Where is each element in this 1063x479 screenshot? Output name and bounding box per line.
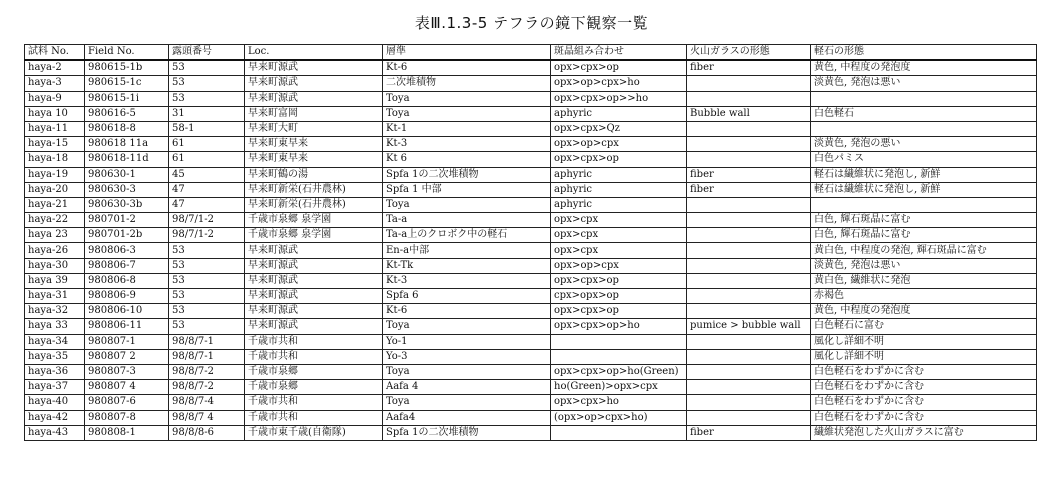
table-row <box>25 364 1037 379</box>
table-row <box>25 91 1037 106</box>
cell-pumice-form <box>811 197 1037 212</box>
cell-field-no: 980807-3 <box>85 364 169 379</box>
table-row <box>25 228 1037 243</box>
table-row <box>25 304 1037 319</box>
cell-sample-no: haya-30 <box>25 258 85 273</box>
cell-glass-form: pumice > bubble wall <box>687 319 811 334</box>
cell-outcrop-no: 45 <box>169 167 245 182</box>
cell-location: 千歳市泉郷 <box>245 380 383 395</box>
header-row <box>25 45 1037 61</box>
cell-pumice-form: 白色軽石 <box>811 106 1037 121</box>
cell-phenocryst: opx>cpx <box>551 228 687 243</box>
cell-location: 早来町源武 <box>245 304 383 319</box>
cell-location: 早来町富岡 <box>245 106 383 121</box>
cell-field-no: 980806-11 <box>85 319 169 334</box>
cell-glass-form <box>687 349 811 364</box>
cell-sample-no: haya-22 <box>25 213 85 228</box>
cell-location: 早来町源武 <box>245 76 383 91</box>
header-phenocryst: 斑晶組み合わせ <box>551 45 687 61</box>
cell-field-no: 980630-3 <box>85 182 169 197</box>
table-row <box>25 121 1037 136</box>
cell-location: 千歳市共和 <box>245 334 383 349</box>
header-sample-no: 試料 No. <box>25 45 85 61</box>
cell-outcrop-no: 98/8/7-2 <box>169 364 245 379</box>
cell-location: 早来町東早来 <box>245 137 383 152</box>
table-row <box>25 213 1037 228</box>
header-location: Loc. <box>245 45 383 61</box>
cell-horizon: Kt-6 <box>383 304 551 319</box>
table-row <box>25 258 1037 273</box>
cell-sample-no: haya-3 <box>25 76 85 91</box>
cell-glass-form <box>687 121 811 136</box>
cell-sample-no: haya-11 <box>25 121 85 136</box>
cell-horizon: Toya <box>383 319 551 334</box>
cell-sample-no: haya-19 <box>25 167 85 182</box>
cell-sample-no: haya-15 <box>25 137 85 152</box>
cell-outcrop-no: 61 <box>169 137 245 152</box>
cell-field-no: 980615-1c <box>85 76 169 91</box>
cell-field-no: 980807 2 <box>85 349 169 364</box>
cell-horizon: Toya <box>383 197 551 212</box>
cell-location: 早来町源武 <box>245 91 383 106</box>
table-row <box>25 380 1037 395</box>
table-row <box>25 410 1037 425</box>
cell-horizon: Spfa 1の二次堆積物 <box>383 167 551 182</box>
cell-horizon: Yo-1 <box>383 334 551 349</box>
cell-horizon: Kt-1 <box>383 121 551 136</box>
cell-sample-no: haya 33 <box>25 319 85 334</box>
cell-horizon: Spfa 1の二次堆積物 <box>383 425 551 440</box>
table-row <box>25 395 1037 410</box>
cell-glass-form: fiber <box>687 167 811 182</box>
cell-phenocryst: opx>cpx>op <box>551 304 687 319</box>
cell-horizon: 二次堆積物 <box>383 76 551 91</box>
cell-glass-form: fiber <box>687 425 811 440</box>
cell-phenocryst: opx>cpx>op <box>551 273 687 288</box>
cell-glass-form <box>687 380 811 395</box>
cell-location: 早来町源武 <box>245 319 383 334</box>
cell-horizon: Kt 6 <box>383 152 551 167</box>
cell-phenocryst: opx>op>cpx <box>551 137 687 152</box>
cell-glass-form <box>687 91 811 106</box>
cell-pumice-form <box>811 121 1037 136</box>
cell-sample-no: haya-26 <box>25 243 85 258</box>
table-row <box>25 60 1037 76</box>
cell-pumice-form <box>811 91 1037 106</box>
cell-field-no: 980630-3b <box>85 197 169 212</box>
cell-outcrop-no: 31 <box>169 106 245 121</box>
table-row <box>25 137 1037 152</box>
cell-outcrop-no: 53 <box>169 76 245 91</box>
cell-phenocryst: opx>cpx>op>ho(Green) <box>551 364 687 379</box>
cell-field-no: 980807-6 <box>85 395 169 410</box>
cell-outcrop-no: 53 <box>169 60 245 76</box>
table-row <box>25 319 1037 334</box>
cell-pumice-form: 白色軽石をわずかに含む <box>811 410 1037 425</box>
cell-horizon: Spfa 6 <box>383 289 551 304</box>
cell-glass-form <box>687 197 811 212</box>
cell-outcrop-no: 58-1 <box>169 121 245 136</box>
cell-outcrop-no: 53 <box>169 319 245 334</box>
cell-location: 早来町新栄(石井農林) <box>245 197 383 212</box>
cell-glass-form <box>687 76 811 91</box>
cell-horizon: Aafa4 <box>383 410 551 425</box>
cell-field-no: 980806-8 <box>85 273 169 288</box>
cell-glass-form: fiber <box>687 60 811 76</box>
cell-horizon: Kt-3 <box>383 273 551 288</box>
cell-field-no: 980807 4 <box>85 380 169 395</box>
cell-outcrop-no: 53 <box>169 243 245 258</box>
cell-location: 早来町源武 <box>245 60 383 76</box>
cell-outcrop-no: 98/8/7-4 <box>169 395 245 410</box>
cell-field-no: 980806-7 <box>85 258 169 273</box>
table-row <box>25 106 1037 121</box>
cell-sample-no: haya-20 <box>25 182 85 197</box>
cell-phenocryst: opx>cpx>op <box>551 152 687 167</box>
cell-outcrop-no: 47 <box>169 182 245 197</box>
cell-horizon: Yo-3 <box>383 349 551 364</box>
cell-field-no: 980806-9 <box>85 289 169 304</box>
cell-sample-no: haya-36 <box>25 364 85 379</box>
cell-glass-form <box>687 228 811 243</box>
cell-field-no: 980808-1 <box>85 425 169 440</box>
cell-glass-form <box>687 152 811 167</box>
cell-phenocryst: aphyric <box>551 167 687 182</box>
cell-outcrop-no: 53 <box>169 273 245 288</box>
observation-table <box>24 44 1037 441</box>
cell-glass-form <box>687 410 811 425</box>
table-row <box>25 273 1037 288</box>
cell-field-no: 980618-8 <box>85 121 169 136</box>
cell-outcrop-no: 53 <box>169 289 245 304</box>
cell-phenocryst: opx>cpx <box>551 243 687 258</box>
cell-glass-form <box>687 243 811 258</box>
cell-glass-form <box>687 334 811 349</box>
cell-outcrop-no: 98/8/7-1 <box>169 334 245 349</box>
cell-glass-form <box>687 304 811 319</box>
page-title: 表Ⅲ.1.3-5 テフラの鏡下観察一覧 <box>414 14 649 32</box>
cell-pumice-form: 白色軽石をわずかに含む <box>811 380 1037 395</box>
cell-glass-form <box>687 395 811 410</box>
cell-glass-form <box>687 213 811 228</box>
cell-field-no: 980630-1 <box>85 167 169 182</box>
header-field-no: Field No. <box>85 45 169 61</box>
cell-location: 早来町鶴の湯 <box>245 167 383 182</box>
cell-location: 早来町源武 <box>245 258 383 273</box>
cell-pumice-form: 黄白色, 繊維状に発泡 <box>811 273 1037 288</box>
cell-glass-form <box>687 273 811 288</box>
table-row <box>25 349 1037 364</box>
cell-location: 千歳市泉郷 泉学園 <box>245 213 383 228</box>
cell-outcrop-no: 53 <box>169 304 245 319</box>
cell-phenocryst: opx>cpx <box>551 213 687 228</box>
cell-sample-no: haya 39 <box>25 273 85 288</box>
cell-phenocryst <box>551 334 687 349</box>
cell-horizon: Aafa 4 <box>383 380 551 395</box>
cell-pumice-form: 黄色, 中程度の発泡度 <box>811 304 1037 319</box>
cell-horizon: Ta-a上のクロボク中の軽石 <box>383 228 551 243</box>
cell-outcrop-no: 53 <box>169 91 245 106</box>
cell-pumice-form: 黄白色, 中程度の発泡, 輝石斑晶に富む <box>811 243 1037 258</box>
cell-phenocryst: opx>op>cpx>ho <box>551 76 687 91</box>
cell-pumice-form: 繊維状発泡した火山ガラスに富む <box>811 425 1037 440</box>
cell-field-no: 980615-1i <box>85 91 169 106</box>
cell-pumice-form: 淡黄色, 発泡は悪い <box>811 258 1037 273</box>
cell-field-no: 980701-2b <box>85 228 169 243</box>
cell-phenocryst: aphyric <box>551 182 687 197</box>
table-row <box>25 289 1037 304</box>
cell-sample-no: haya-40 <box>25 395 85 410</box>
cell-phenocryst: cpx>opx>op <box>551 289 687 304</box>
cell-glass-form <box>687 289 811 304</box>
cell-pumice-form: 風化し詳細不明 <box>811 334 1037 349</box>
cell-phenocryst: opx>cpx>op>ho <box>551 319 687 334</box>
table-row <box>25 76 1037 91</box>
table-row <box>25 182 1037 197</box>
cell-phenocryst: opx>cpx>Qz <box>551 121 687 136</box>
header-glass-form: 火山ガラスの形態 <box>687 45 811 61</box>
cell-sample-no: haya-43 <box>25 425 85 440</box>
cell-pumice-form: 黄色, 中程度の発泡度 <box>811 60 1037 76</box>
cell-sample-no: haya 23 <box>25 228 85 243</box>
cell-field-no: 980807-8 <box>85 410 169 425</box>
cell-sample-no: haya-9 <box>25 91 85 106</box>
cell-phenocryst: aphyric <box>551 197 687 212</box>
cell-phenocryst: aphyric <box>551 106 687 121</box>
cell-sample-no: haya-42 <box>25 410 85 425</box>
cell-glass-form <box>687 364 811 379</box>
cell-outcrop-no: 61 <box>169 152 245 167</box>
cell-outcrop-no: 98/8/7-2 <box>169 380 245 395</box>
cell-pumice-form: 軽石は繊維状に発泡し, 新鮮 <box>811 167 1037 182</box>
cell-sample-no: haya-21 <box>25 197 85 212</box>
cell-location: 早来町源武 <box>245 243 383 258</box>
table-body <box>25 60 1037 440</box>
table-row <box>25 334 1037 349</box>
cell-horizon: Kt-Tk <box>383 258 551 273</box>
cell-outcrop-no: 53 <box>169 258 245 273</box>
cell-location: 千歳市泉郷 <box>245 364 383 379</box>
cell-field-no: 980806-10 <box>85 304 169 319</box>
cell-phenocryst <box>551 349 687 364</box>
table-row <box>25 197 1037 212</box>
cell-field-no: 980618-11d <box>85 152 169 167</box>
cell-phenocryst: opx>cpx>op>>ho <box>551 91 687 106</box>
cell-pumice-form: 赤褐色 <box>811 289 1037 304</box>
cell-outcrop-no: 98/7/1-2 <box>169 213 245 228</box>
cell-glass-form <box>687 137 811 152</box>
cell-location: 早来町源武 <box>245 273 383 288</box>
cell-sample-no: haya-34 <box>25 334 85 349</box>
cell-pumice-form: 淡黄色, 発泡は悪い <box>811 76 1037 91</box>
cell-glass-form: fiber <box>687 182 811 197</box>
cell-outcrop-no: 98/7/1-2 <box>169 228 245 243</box>
cell-field-no: 980701-2 <box>85 213 169 228</box>
cell-location: 早来町新栄(石井農林) <box>245 182 383 197</box>
cell-outcrop-no: 98/8/7-1 <box>169 349 245 364</box>
table-row <box>25 167 1037 182</box>
cell-location: 早来町東早来 <box>245 152 383 167</box>
table-row <box>25 243 1037 258</box>
cell-horizon: Toya <box>383 91 551 106</box>
cell-pumice-form: 白色軽石をわずかに含む <box>811 395 1037 410</box>
cell-location: 千歳市東千歳(自衛隊) <box>245 425 383 440</box>
cell-horizon: Kt-6 <box>383 60 551 76</box>
cell-pumice-form: 淡黄色, 発泡の悪い <box>811 137 1037 152</box>
cell-field-no: 980807-1 <box>85 334 169 349</box>
table-row <box>25 425 1037 440</box>
cell-glass-form <box>687 258 811 273</box>
cell-sample-no: haya 10 <box>25 106 85 121</box>
cell-pumice-form: 白色, 輝石斑晶に富む <box>811 228 1037 243</box>
table-row <box>25 152 1037 167</box>
cell-pumice-form: 白色軽石をわずかに含む <box>811 364 1037 379</box>
cell-sample-no: haya-18 <box>25 152 85 167</box>
cell-phenocryst: ho(Green)>opx>cpx <box>551 380 687 395</box>
cell-location: 早来町源武 <box>245 289 383 304</box>
cell-sample-no: haya-31 <box>25 289 85 304</box>
cell-outcrop-no: 47 <box>169 197 245 212</box>
cell-field-no: 980616-5 <box>85 106 169 121</box>
table-header <box>25 45 1037 61</box>
cell-pumice-form: 白色軽石に富む <box>811 319 1037 334</box>
cell-phenocryst: opx>cpx>ho <box>551 395 687 410</box>
cell-sample-no: haya-35 <box>25 349 85 364</box>
header-pumice-form: 軽石の形態 <box>811 45 1037 61</box>
cell-horizon: Spfa 1 中部 <box>383 182 551 197</box>
cell-pumice-form: 軽石は繊維状に発泡し, 新鮮 <box>811 182 1037 197</box>
cell-field-no: 980806-3 <box>85 243 169 258</box>
header-horizon: 層準 <box>383 45 551 61</box>
cell-outcrop-no: 98/8/8-6 <box>169 425 245 440</box>
cell-field-no: 980618 11a <box>85 137 169 152</box>
cell-outcrop-no: 98/8/7 4 <box>169 410 245 425</box>
cell-field-no: 980615-1b <box>85 60 169 76</box>
header-outcrop-no: 露頭番号 <box>169 45 245 61</box>
cell-phenocryst: opx>op>cpx <box>551 258 687 273</box>
cell-horizon: Toya <box>383 364 551 379</box>
cell-phenocryst: (opx>op>cpx>ho) <box>551 410 687 425</box>
cell-glass-form: Bubble wall <box>687 106 811 121</box>
cell-pumice-form: 白色, 輝石斑晶に富む <box>811 213 1037 228</box>
cell-horizon: Toya <box>383 395 551 410</box>
cell-horizon: Kt-3 <box>383 137 551 152</box>
cell-pumice-form: 風化し詳細不明 <box>811 349 1037 364</box>
cell-location: 千歳市共和 <box>245 395 383 410</box>
cell-pumice-form: 白色パミス <box>811 152 1037 167</box>
cell-horizon: En-a中部 <box>383 243 551 258</box>
cell-sample-no: haya-2 <box>25 60 85 76</box>
cell-location: 千歳市共和 <box>245 410 383 425</box>
cell-horizon: Ta-a <box>383 213 551 228</box>
cell-location: 千歳市共和 <box>245 349 383 364</box>
cell-phenocryst <box>551 425 687 440</box>
cell-sample-no: haya-37 <box>25 380 85 395</box>
cell-location: 早来町大町 <box>245 121 383 136</box>
cell-phenocryst: opx>cpx>op <box>551 60 687 76</box>
cell-sample-no: haya-32 <box>25 304 85 319</box>
cell-location: 千歳市泉郷 泉学園 <box>245 228 383 243</box>
cell-horizon: Toya <box>383 106 551 121</box>
